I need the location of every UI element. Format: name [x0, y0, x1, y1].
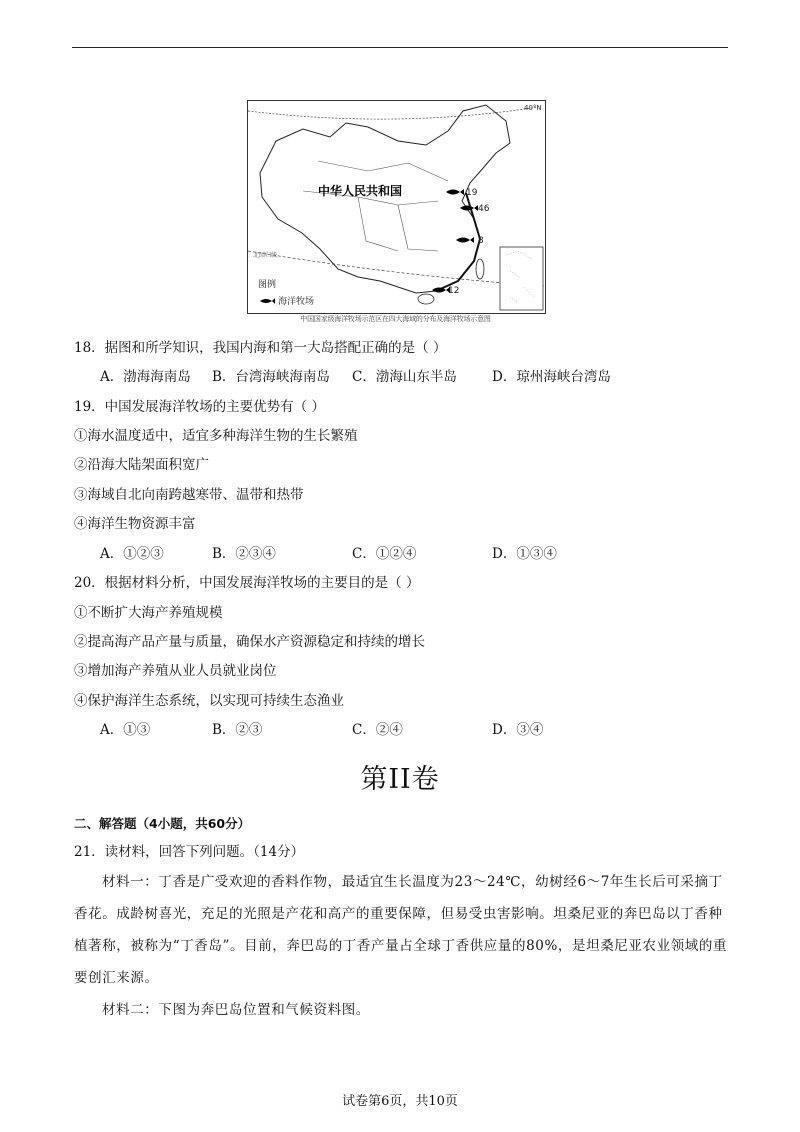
latitude-line — [248, 107, 538, 119]
q21-material-1: 材料一：丁香是广受欢迎的香料作物，最适宜生长温度为23～24℃，幼树经6～7年生长后可采摘丁香花。成龄树喜光，充足的光照是产花和高产的重要保障，但易受虫害影响。坦桑尼亚的奔巴岛以丁香种植著称，被称为“丁香岛”。目前，奔巴岛的丁香产量占全球丁香供应量的80%，是坦桑尼亚农业领域的重要创汇来源。 — [74, 874, 728, 986]
q18-option-a: A．渤海海南岛 — [100, 369, 191, 385]
q20-item-2: ②提高海产品产量与质量，确保水产资源稳定和持续的增长 — [74, 634, 425, 650]
count-1: 19 — [466, 188, 478, 198]
q21-stem: 21．读材料，回答下列问题。（14分） — [74, 844, 305, 860]
lat-label: 40°N — [524, 104, 542, 112]
q18-stem: 18．据图和所学知识，我国内海和第一大岛搭配正确的是（ ） — [74, 340, 447, 356]
q20-item-4: ④保护海洋生态系统，以实现可持续生态渔业 — [74, 693, 344, 709]
country-label: 中华人民共和国 — [318, 184, 403, 198]
q19-option-d: D．①③④ — [492, 546, 557, 562]
count-2: 46 — [478, 204, 490, 214]
q19-item-1: ①海水温度适中，适宜多种海洋生物的生长繁殖 — [74, 428, 358, 444]
q18-option-d: D．琼州海峡台湾岛 — [492, 369, 611, 385]
header-rule — [72, 47, 728, 48]
q18-option-c: C．渤海山东半岛 — [352, 369, 457, 385]
q20-item-1: ①不断扩大海产养殖规模 — [74, 605, 223, 621]
tropic-label: 北回归线 — [253, 252, 278, 259]
china-outline — [260, 105, 510, 293]
map-caption: 中国国家级海洋牧场示范区在四大海域的分布及海洋牧场示意图 — [300, 315, 491, 323]
page-footer: 试卷第6页，共10页 — [342, 1094, 458, 1109]
section-title: 二、解答题（4小题，共60分） — [74, 816, 251, 831]
q19-stem: 19．中国发展海洋牧场的主要优势有（ ） — [74, 399, 325, 415]
q20-option-d: D．③④ — [492, 722, 544, 738]
legend-item: 海洋牧场 — [278, 297, 315, 307]
fish-marker-3 — [456, 236, 484, 246]
q20-stem: 20．根据材料分析，中国发展海洋牧场的主要目的是（ ） — [74, 575, 420, 591]
q19-option-c: C．①②④ — [352, 546, 417, 562]
q20-option-a: A．①③ — [100, 722, 151, 738]
china-marine-ranch-map — [247, 100, 546, 314]
q18-option-b: B．台湾海峡海南岛 — [212, 369, 330, 385]
q19-option-a: A．①②③ — [100, 546, 164, 562]
q19-option-b: B．②③④ — [212, 546, 276, 562]
taiwan-island — [476, 259, 484, 279]
south-sea-inset — [500, 247, 543, 310]
count-3: 8 — [478, 236, 484, 246]
q20-option-c: C．②④ — [352, 722, 403, 738]
q19-item-3: ③海域自北向南跨越寒带、温带和热带 — [74, 487, 304, 503]
count-4: 12 — [448, 286, 460, 296]
q19-item-4: ④海洋生物资源丰富 — [74, 516, 196, 532]
province-lines — [303, 161, 448, 251]
q20-option-b: B．②③ — [212, 722, 263, 738]
volume-title: 第II卷 — [360, 764, 440, 795]
legend-title: 图例 — [258, 280, 277, 290]
q19-item-2: ②沿海大陆架面积宽广 — [74, 457, 209, 473]
fish-marker-1 — [446, 188, 478, 198]
q20-item-3: ③增加海产养殖从业人员就业岗位 — [74, 663, 277, 679]
hainan-island — [418, 294, 434, 304]
q21-material-2: 材料二：下图为奔巴岛位置和气候资料图。 — [102, 1002, 370, 1018]
map-svg — [248, 101, 545, 313]
